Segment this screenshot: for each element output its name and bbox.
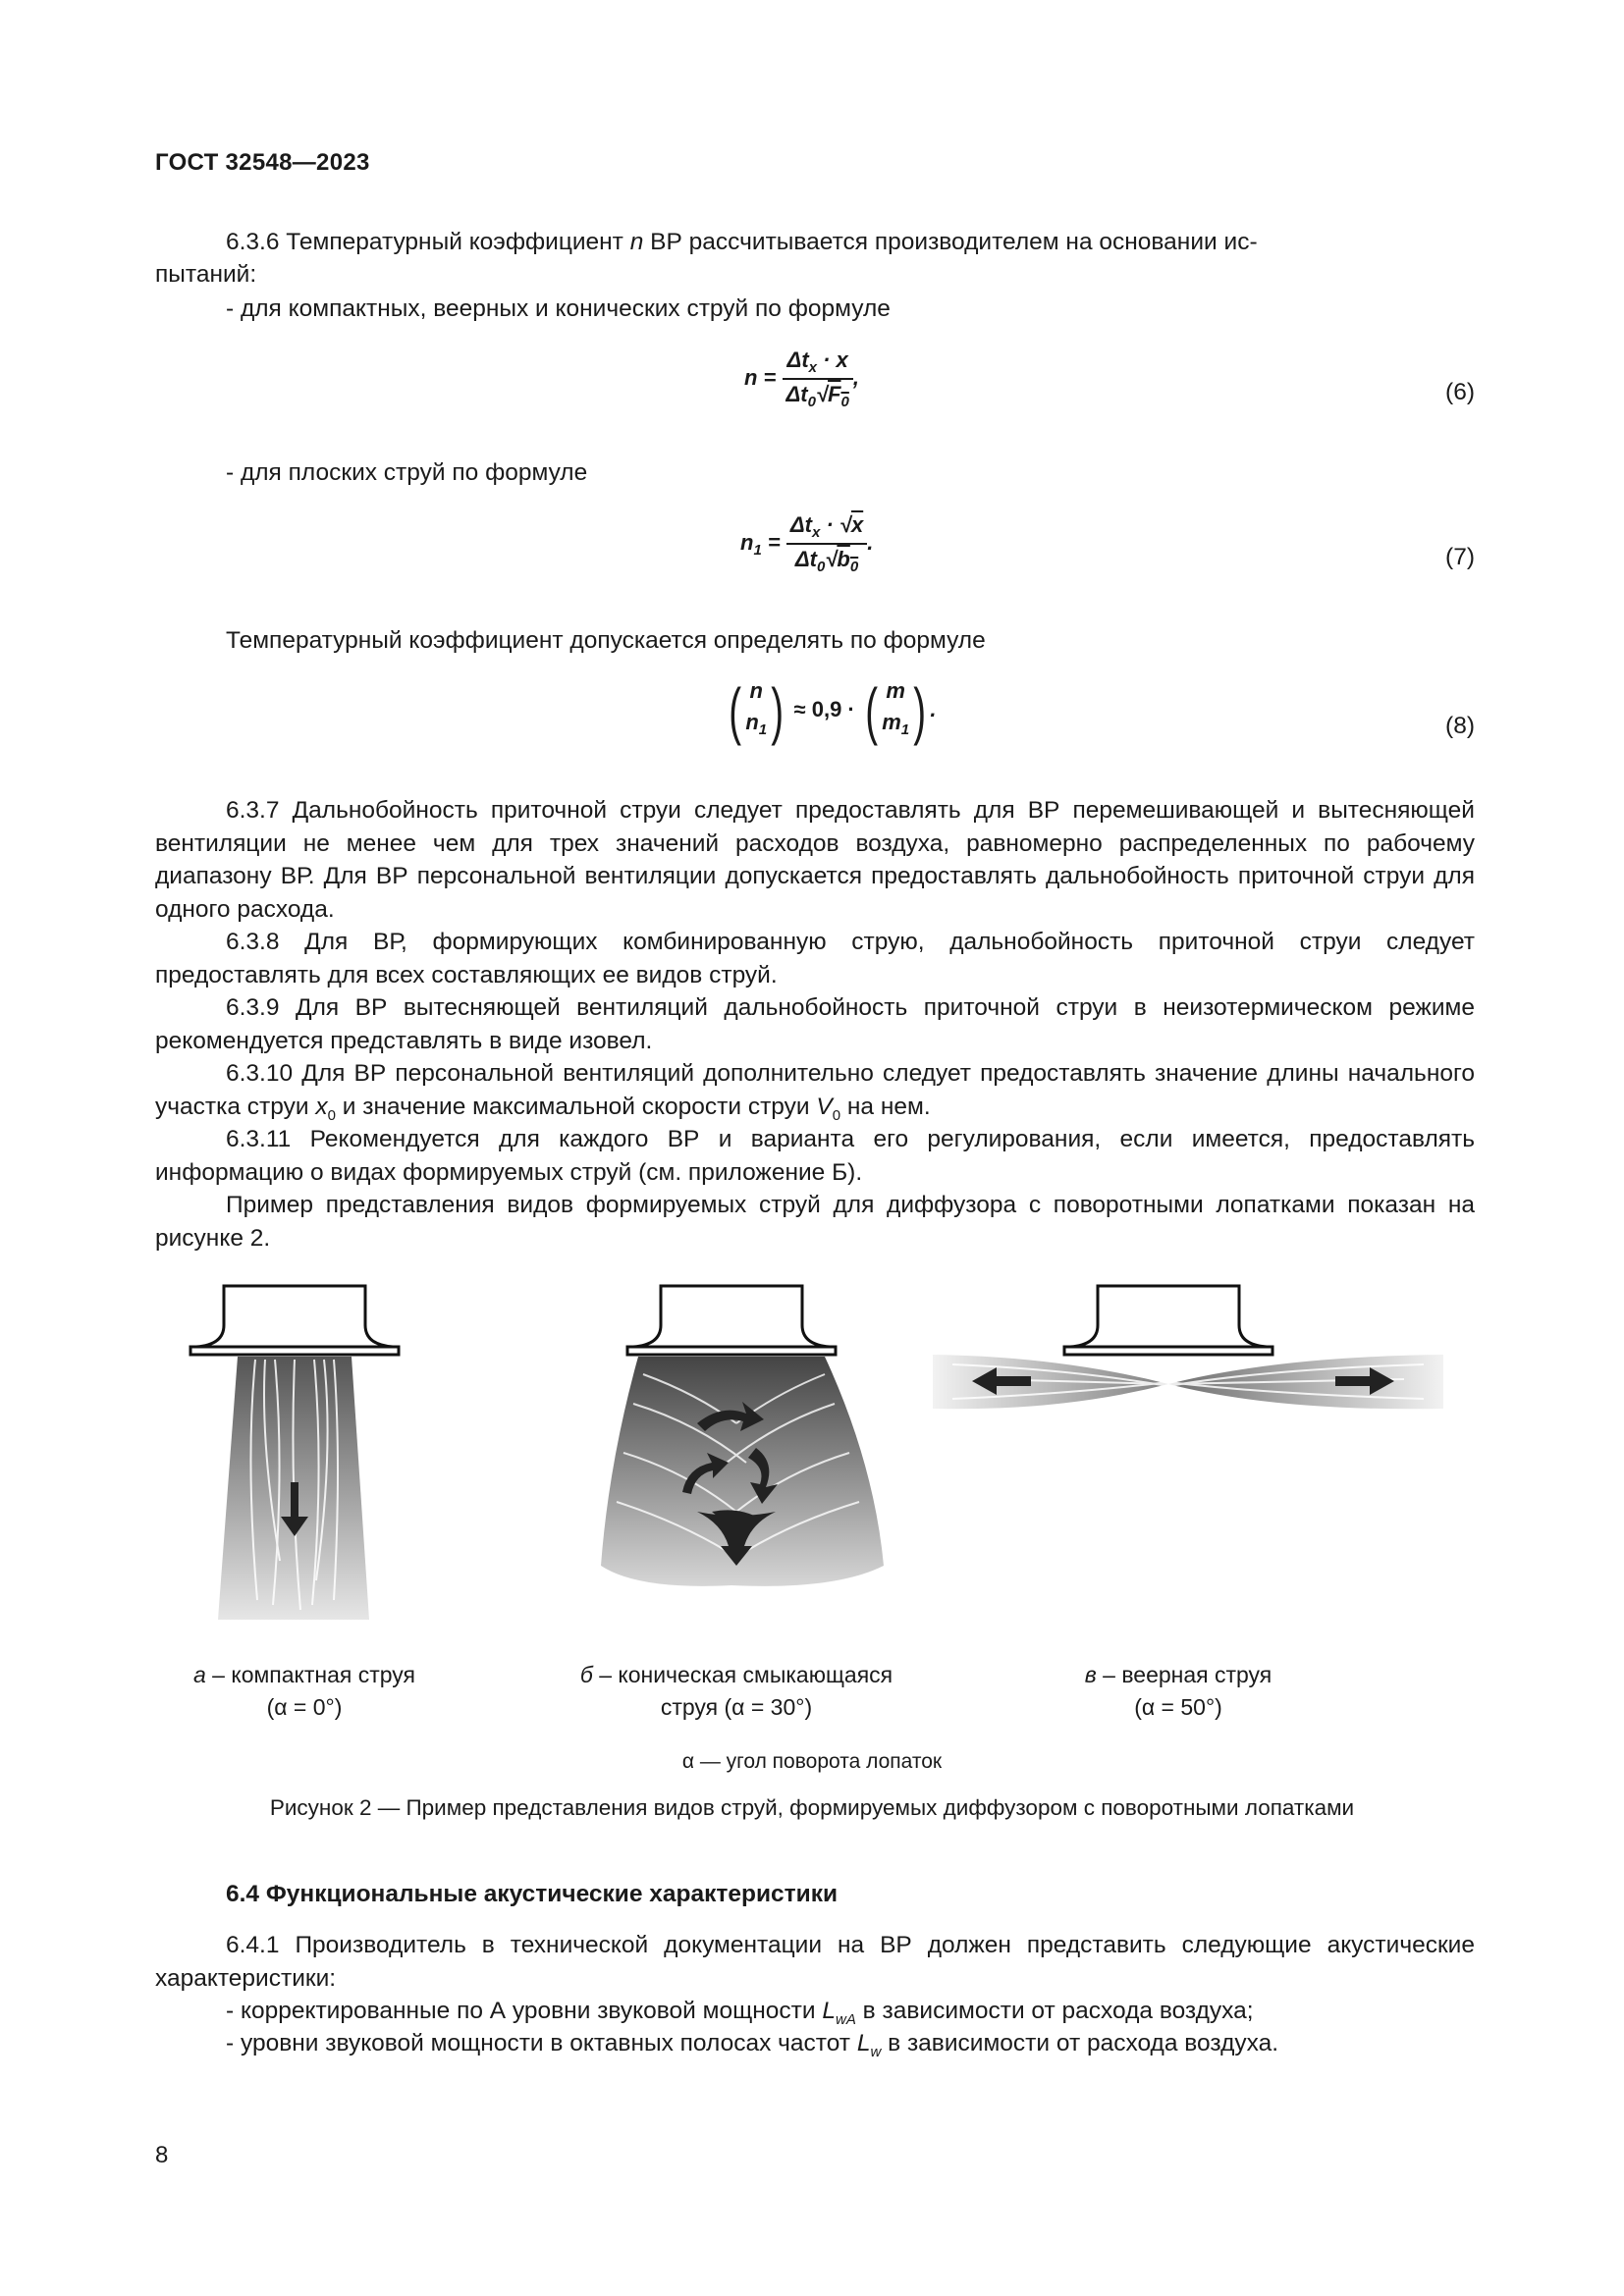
figure-caption: Рисунок 2 — Пример представления видов струй, формируемых диффузором с поворотными лопатками <box>269 1795 1355 1820</box>
formula-8-coef: ≈ 0,9 · <box>793 696 855 721</box>
p6310-text-c: на нем. <box>840 1093 931 1120</box>
paragraph-example: Пример представления видов формируемых струй для диффузора с поворотными лопатками показан на рисунке 2. <box>155 1192 1475 1252</box>
equation-number-6: (6) <box>1445 379 1475 405</box>
formula-6: n = $\frac{\Delta t_x \cdot x}{\Delta t_0√F_0}$ , <box>744 347 859 410</box>
paragraph-6-4-1: 6.4.1 Производитель в технической документации на ВР должен представить следующие акустические характеристики: <box>155 1932 1475 1992</box>
diffuser-a <box>190 1286 399 1620</box>
label-a-text: – компактная струя <box>205 1662 415 1687</box>
figure-label-c <box>1031 1659 1326 1724</box>
paragraph-6-3-6-line2: пытаний: <box>155 261 257 288</box>
diffuser-b <box>601 1286 884 1586</box>
lw-text-a: - уровни звуковой мощности в октавных полосах частот <box>226 2030 857 2056</box>
p6310-var-x: x <box>315 1093 328 1120</box>
lwa-text-a: - корректированные по А уровни звуковой мощности <box>226 1998 823 2024</box>
lw-text-b: в зависимости от расхода воздуха. <box>881 2030 1279 2056</box>
p6310-text-b: и значение максимальной скорости струи <box>335 1093 817 1120</box>
p636-var-n: n <box>629 229 644 255</box>
document-header: ГОСТ 32548—2023 <box>155 149 370 176</box>
temp-coef-text: Температурный коэффициент допускается определять по формуле <box>226 627 986 654</box>
list-item-lwa: - корректированные по А уровни звуковой мощности $L_{wA}$ в зависимости от расхода воздуха; <box>226 1998 1254 2028</box>
label-b-text2: струя (α = 30°) <box>660 1694 813 1720</box>
paragraph-6-3-11: 6.3.11 Рекомендуется для каждого ВР и варианта его регулирования, если имеется, предоставлять информацию о видах формируемых струй (см. приложение Б). <box>155 1126 1475 1186</box>
section-heading-6-4: 6.4 Функциональные акустические характеристики <box>226 1881 839 1907</box>
figure-2-illustration <box>147 1266 1463 1639</box>
p6310-text-a: 6.3.10 Для ВР персональной вентиляций дополнительно следует предоставлять значение длины начального участка струи <box>155 1060 1475 1120</box>
label-c-text: – веерная струя <box>1096 1662 1272 1687</box>
figure-label-a <box>157 1659 452 1724</box>
paragraph-6-3-8: 6.3.8 Для ВР, формирующих комбинированную струю, дальнобойность приточной струи следует предоставлять для всех составляющих ее видов струй. <box>155 929 1475 988</box>
list-item-lw: - уровни звуковой мощности в октавных полосах частот $L_w$ в зависимости от расхода воздуха. <box>226 2030 1279 2060</box>
p636-text-a: 6.3.6 Температурный коэффициент <box>226 229 630 255</box>
label-b-letter: б <box>579 1662 593 1687</box>
list-item-compact: - для компактных, веерных и конических струй по формуле <box>226 295 891 322</box>
diffuser-c <box>933 1286 1443 1409</box>
lwa-text-b: в зависимости от расхода воздуха; <box>855 1998 1254 2024</box>
page-number: 8 <box>155 2142 169 2168</box>
formula-7: $n_1$ = $\frac{\Delta t_x \cdot √x}{\Delta t_0√b_0}$ . <box>740 512 874 575</box>
paragraph-6-3-7: 6.3.7 Дальнобойность приточной струи следует предоставлять для ВР перемешивающей и вытесняющей вентиляции не менее чем для трех значений расходов воздуха, равномерно распределенных по рабочему диапазону ВР. Для ВР персональной вентиляции допускается предоставлять дальнобойность приточной струи для одного расхода. <box>155 797 1475 923</box>
list-item-flat: - для плоских струй по формуле <box>226 459 588 486</box>
equation-number-7: (7) <box>1445 544 1475 570</box>
equation-number-8: (8) <box>1445 713 1475 739</box>
paragraph-6-3-6-line1 <box>226 226 1258 259</box>
label-c-letter: в <box>1084 1662 1097 1687</box>
paragraph-6-3-10: 6.3.10 Для ВР персональной вентиляций дополнительно следует предоставлять значение длины начального участка струи $x_0$ и значение максимальной скорости струи $V_0$ на нем. <box>155 1060 1475 1124</box>
label-a-angle: (α = 0°) <box>266 1694 343 1720</box>
p636-text-b: ВР рассчитывается производителем на основании ис- <box>643 229 1258 255</box>
figure-note: α — угол поворота лопаток <box>681 1750 943 1773</box>
label-b-text: – коническая смыкающаяся <box>592 1662 893 1687</box>
label-c-angle: (α = 50°) <box>1134 1694 1222 1720</box>
paragraph-6-3-9: 6.3.9 Для ВР вытесняющей вентиляций дальнобойность приточной струи в неизотермическом режиме рекомендуется представлять в виде изовел. <box>155 994 1475 1054</box>
p6310-var-v: V <box>816 1093 833 1120</box>
figure-label-b <box>545 1659 928 1724</box>
label-a-letter: а <box>193 1662 206 1687</box>
formula-8: ( n $n_1) \approx 0,9$ · ( m $m_1$) . <box>729 675 937 746</box>
